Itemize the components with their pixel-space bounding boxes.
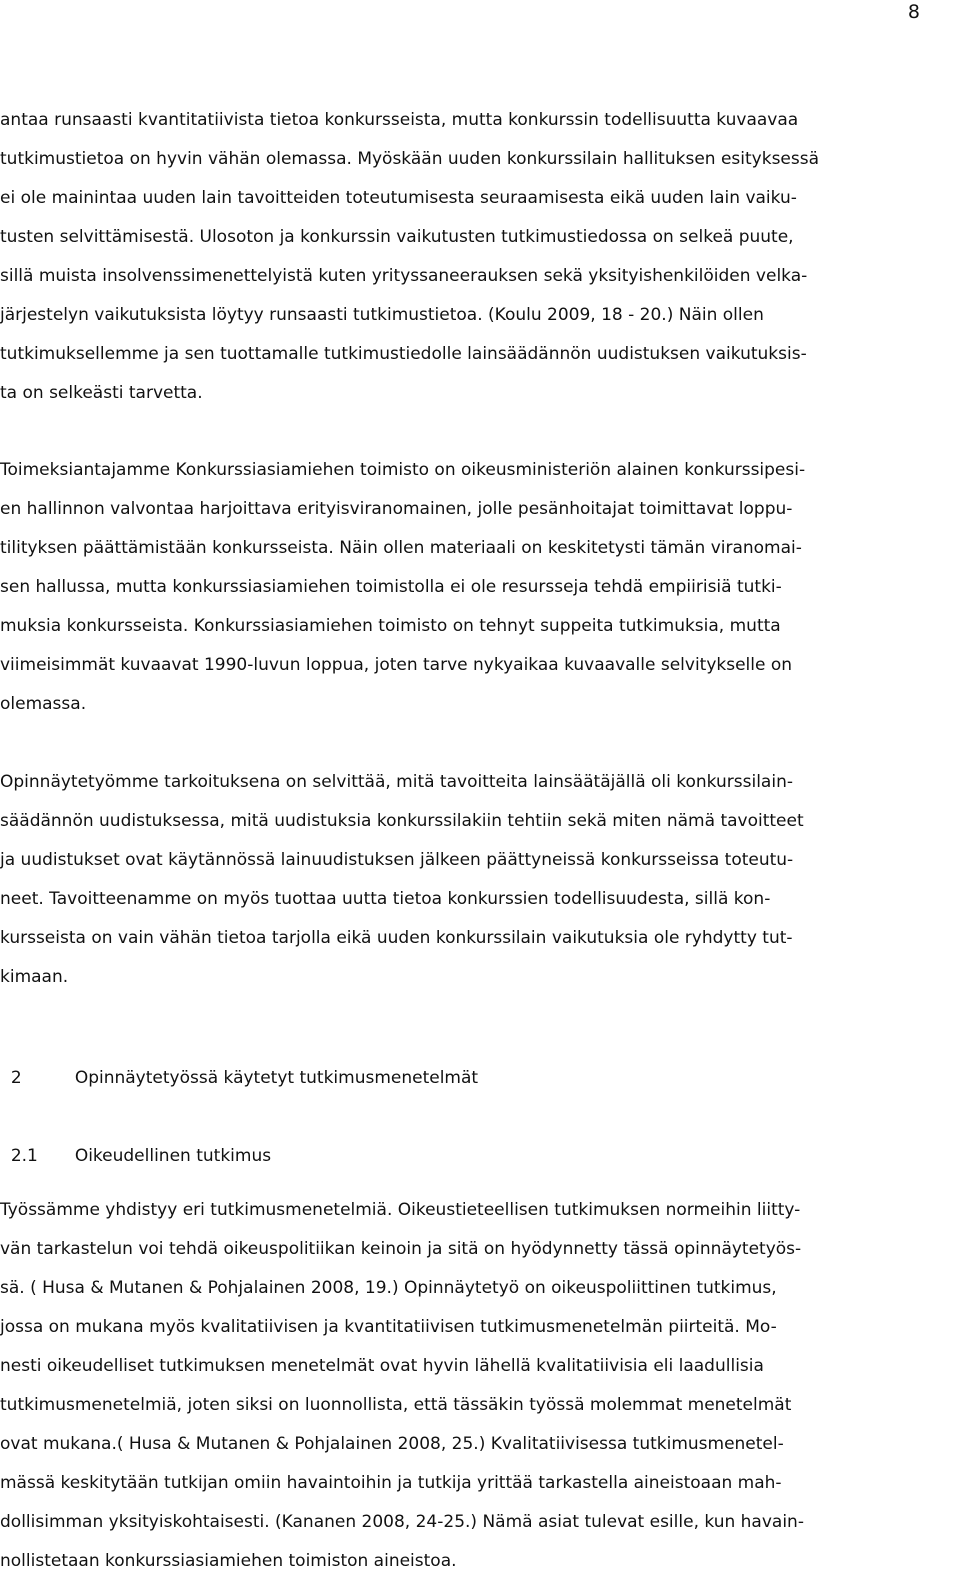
text-line: ta on selkeästi tarvetta. [0,383,203,403]
text-line: järjestelyn vaikutuksista löytyy runsaasti tutkimustietoa. (Koulu 2009, 18 - 20.) Näin ollen [0,305,764,325]
text-line: neet. Tavoitteenamme on myös tuottaa uutta tietoa konkurssien todellisuudesta, sillä kon- [0,889,771,909]
text-line: säädännön uudistuksessa, mitä uudistuksia konkurssilakiin tehtiin sekä miten nämä tavoitteet [0,811,804,831]
text-line: nollistetaan konkurssiasiamiehen toimiston aineistoa. [0,1551,457,1571]
text-line: sen hallussa, mutta konkurssiasiamiehen toimistolla ei ole resursseja tehdä empiirisiä tutki- [0,577,782,597]
text-line: sillä muista insolvenssimenettelyistä kuten yrityssaneerauksen sekä yksityishenkilöiden velka- [0,266,808,286]
text-line: jossa on mukana myös kvalitatiivisen ja kvantitatiivisen tutkimusmenetelmän piirteitä. Mo- [0,1317,777,1337]
text-line: antaa runsaasti kvantitatiivista tietoa konkursseista, mutta konkurssin todellisuutta kuvaavaa [0,110,799,130]
section-heading [0,1042,478,1090]
section-title: Opinnäytetyössä käytetyt tutkimusmenetelmät [74,1068,479,1088]
text-line: tilityksen päättämistään konkursseista. Näin ollen materiaali on keskitetysti tämän viranomai- [0,538,802,558]
text-line: muksia konkursseista. Konkurssiasiamiehen toimisto on tehnyt suppeita tutkimuksia, mutta [0,616,781,636]
subsection-heading [0,1120,271,1168]
section-number: 2 [10,1068,22,1088]
text-line: dollisimman yksityiskohtaisesti. (Kananen 2008, 24-25.) Nämä asiat tulevat esille, kun havain- [0,1512,804,1532]
text-line: Opinnäytetyömme tarkoituksena on selvittää, mitä tavoitteita lainsäätäjällä oli konkurssilain- [0,772,793,792]
text-line: viimeisimmät kuvaavat 1990-luvun loppua, joten tarve nykyaikaa kuvaavalle selvitykselle on [0,655,793,675]
text-line: tutkimusmenetelmiä, joten siksi on luonnollista, että tässäkin työssä molemmat menetelmät [0,1395,792,1415]
text-line: tutkimustietoa on hyvin vähän olemassa. Myöskään uuden konkurssilain hallituksen esityksessä [0,149,820,169]
text-line: ei ole mainintaa uuden lain tavoitteiden toteutumisesta seuraamisesta eikä uuden lain vaiku- [0,188,797,208]
text-line: kursseista on vain vähän tietoa tarjolla eikä uuden konkurssilain vaikutuksia ole ryhdytty tut- [0,928,793,948]
text-line: nesti oikeudelliset tutkimuksen menetelmät ovat hyvin lähellä kvalitatiivisia eli laadullisia [0,1356,764,1376]
text-line: olemassa. [0,694,87,714]
text-line: tusten selvittämisestä. Ulosoton ja konkurssin vaikutusten tutkimustiedossa on selkeä puute, [0,227,794,247]
subsection-title: Oikeudellinen tutkimus [74,1146,272,1166]
text-line: Toimeksiantajamme Konkurssiasiamiehen toimisto on oikeusministeriön alainen konkurssipesi- [0,460,806,480]
text-line: Työssämme yhdistyy eri tutkimusmenetelmiä. Oikeustieteellisen tutkimuksen normeihin liitty- [0,1200,801,1220]
subsection-number: 2.1 [10,1146,38,1166]
text-line: ovat mukana.( Husa & Mutanen & Pohjalainen 2008, 25.) Kvalitatiivisessa tutkimusmenetel- [0,1434,784,1454]
text-line: kimaan. [0,967,69,987]
text-line: en hallinnon valvontaa harjoittava erityisviranomainen, jolle pesänhoitajat toimittavat loppu- [0,499,793,519]
text-line: ja uudistukset ovat käytännössä lainuudistuksen jälkeen päättyneissä konkursseissa toteutu- [0,850,794,870]
text-line: vän tarkastelun voi tehdä oikeuspolitiikan keinoin ja sitä on hyödynnetty tässä opinnäytetyös- [0,1239,802,1259]
text-line: tutkimuksellemme ja sen tuottamalle tutkimustiedolle lainsäädännön uudistuksen vaikutuksis- [0,344,807,364]
text-line: sä. ( Husa & Mutanen & Pohjalainen 2008, 19.) Opinnäytetyö on oikeuspoliittinen tutkimus, [0,1278,777,1298]
text-line: mässä keskitytään tutkijan omiin havaintoihin ja tutkija yrittää tarkastella aineistoaan mah- [0,1473,782,1493]
page-number: 8 [907,1,920,23]
